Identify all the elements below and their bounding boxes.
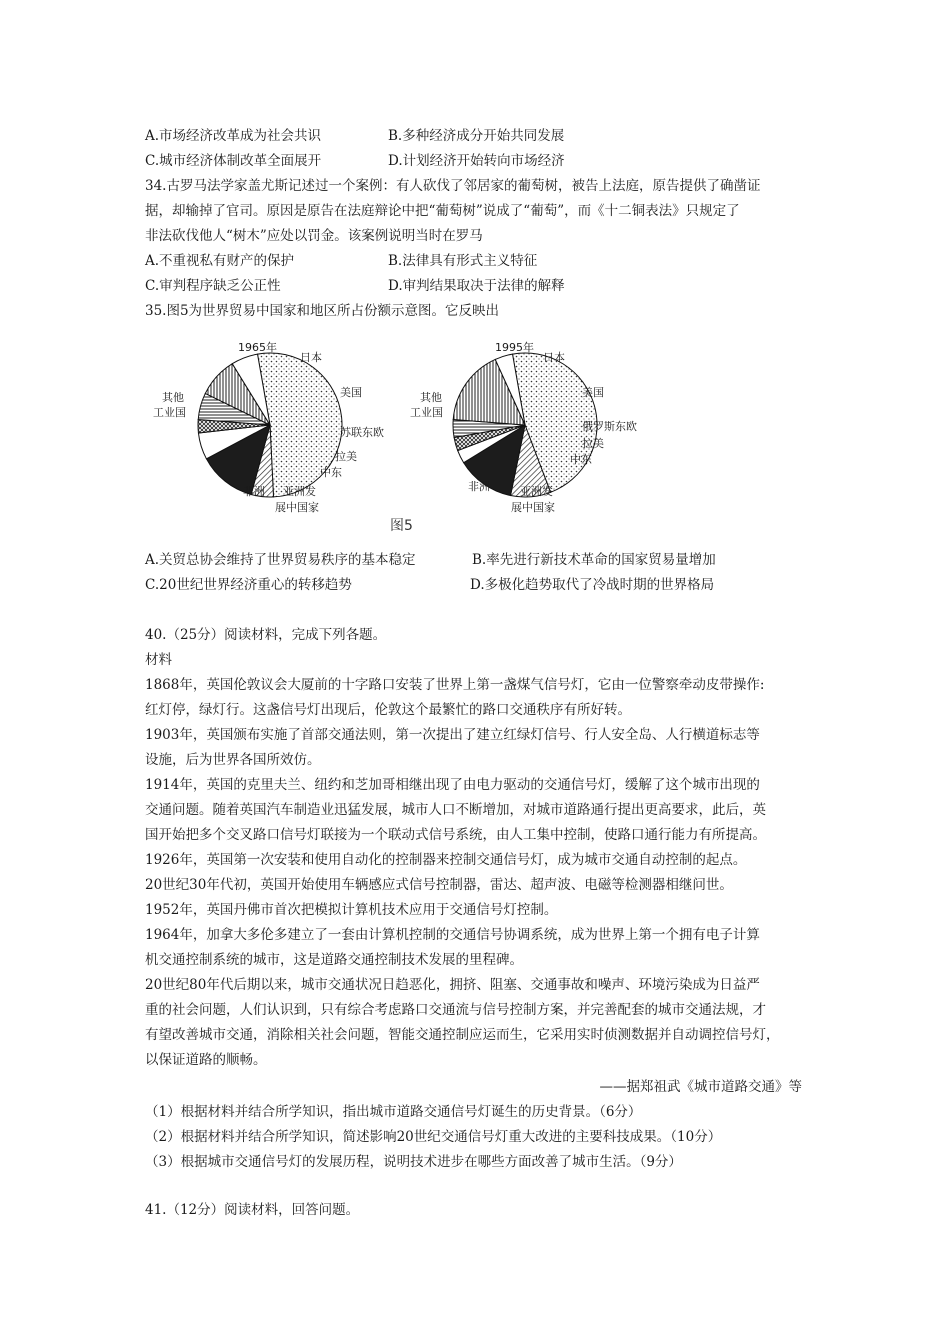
q33-option-b: B.多种经济成分开始共同发展 xyxy=(388,128,565,144)
pie-1965-label-mideast: 中东 xyxy=(320,466,342,479)
q34-option-b: B.法律具有形式主义特征 xyxy=(388,253,538,269)
q40-material-line: 设施，后为世界各国所效仿。 xyxy=(145,752,321,768)
q40-material-line: 机交通控制系统的城市，这是道路交通控制技术发展的里程碑。 xyxy=(145,952,523,968)
q40-material-line: 交通问题。随着英国汽车制造业迅猛发展，城市人口不断增加，对城市道路通行提出更高要求，此后，英 xyxy=(145,802,766,818)
figure-caption: 图5 xyxy=(390,518,413,534)
pie-1965-label-usa: 美国 xyxy=(340,386,362,399)
pie-1965-label-ussr: 苏联东欧 xyxy=(340,426,384,439)
pie-1995-slices xyxy=(453,353,597,497)
q34-option-c: C.审判程序缺乏公正性 xyxy=(145,278,281,294)
q40-material-label: 材料 xyxy=(145,652,172,668)
q40-material-line: 以保证道路的顺畅。 xyxy=(145,1052,267,1068)
pie-1965 xyxy=(153,340,384,514)
q40-material-line: 1868年，英国伦敦议会大厦前的十字路口安装了世界上第一盏煤气信号灯，它由一位警察牵动皮带操作: xyxy=(145,677,765,693)
pie-1965-label-japan: 日本 xyxy=(300,351,322,364)
q34-option-d: D.审判结果取决于法律的解释 xyxy=(388,278,565,294)
q33-option-a: A.市场经济改革成为社会共识 xyxy=(145,128,322,144)
pie-1995-label-ussr: 俄罗斯东欧 xyxy=(582,420,637,433)
q40-material-line: 重的社会问题，人们认识到，只有综合考虑路口交通流与信号控制方案，并完善配套的城市交通法规，才 xyxy=(145,1002,766,1018)
pie-1965-label-asia-2: 展中国家 xyxy=(275,501,319,514)
pie-1995-label-mideast: 中东 xyxy=(570,453,592,466)
q40-material-line: 1952年，英国丹佛市首次把模拟计算机技术应用于交通信号灯控制。 xyxy=(145,902,558,918)
pie-1995-title: 1995年 xyxy=(495,341,534,354)
pie-1995-label-other-1: 其他 xyxy=(420,391,442,404)
pie-1995-label-asia-2: 展中国家 xyxy=(511,501,555,514)
pie-1995-label-japan: 日本 xyxy=(543,351,565,364)
q40-material-line: 有望改善城市交通，消除相关社会问题，智能交通控制应运而生，它采用实时侦测数据并自动调控信号灯， xyxy=(145,1027,780,1043)
pie-1995 xyxy=(410,340,637,514)
pie-1965-label-latam: 拉美 xyxy=(335,450,357,463)
q34-stem-line-1: 34.古罗马法学家盖尤斯记述过一个案例：有人砍伐了邻居家的葡萄树，被告上法庭，原告提供了确凿证 xyxy=(145,178,761,194)
pie-1965-label-other-2: 工业国 xyxy=(153,406,186,419)
q40-source: ——据郑祖武《城市道路交通》等 xyxy=(599,1079,802,1095)
q40-material-line: 1903年，英国颁布实施了首部交通法则，第一次提出了建立红绿灯信号、行人安全岛、人行横道标志等 xyxy=(145,727,760,743)
q34-option-a: A.不重视私有财产的保护 xyxy=(145,253,295,269)
pie-1995-label-latam: 拉美 xyxy=(582,437,604,450)
q35-stem: 35.图5为世界贸易中国家和地区所占份额示意图。它反映出 xyxy=(145,303,500,319)
q33-option-d: D.计划经济开始转向市场经济 xyxy=(388,153,565,169)
figure-5-svg xyxy=(150,330,637,534)
q41-heading: 41.（12分）阅读材料，回答问题。 xyxy=(145,1202,360,1218)
q40-material-line: 20世纪80年代后期以来，城市交通状况日趋恶化，拥挤、阻塞、交通事故和噪声、环境污染成为日益严 xyxy=(145,977,760,993)
q33-option-c: C.城市经济体制改革全面展开 xyxy=(145,153,322,169)
q40-material-line: 20世纪30年代初，英国开始使用车辆感应式信号控制器，雷达、超声波、电磁等检测器相继问世。 xyxy=(145,877,733,893)
q40-material-line: 国开始把多个交叉路口信号灯联接为一个联动式信号系统，由人工集中控制，使路口通行能力有所提高。 xyxy=(145,827,766,843)
q40-material-line: 1914年，英国的克里夫兰、纽约和芝加哥相继出现了由电力驱动的交通信号灯，缓解了这个城市出现的 xyxy=(145,777,760,793)
q35-option-a: A.关贸总协会维持了世界贸易秩序的基本稳定 xyxy=(145,552,416,568)
q40-question-2: （2）根据材料并结合所学知识，简述影响20世纪交通信号灯重大改进的主要科技成果。（10分） xyxy=(145,1129,722,1145)
pie-1995-label-other-2: 工业国 xyxy=(410,406,443,419)
pie-1995-label-usa: 美国 xyxy=(582,386,604,399)
pie-1965-title: 1965年 xyxy=(238,341,277,354)
figure-5 xyxy=(150,330,637,534)
q40-question-3: （3）根据城市交通信号灯的发展历程，说明技术进步在哪些方面改善了城市生活。（9分） xyxy=(145,1154,682,1170)
q40-material-line: 1926年，英国第一次安装和使用自动化的控制器来控制交通信号灯，成为城市交通自动控制的起点。 xyxy=(145,852,747,868)
q35-option-c: C.20世纪世界经济重心的转移趋势 xyxy=(145,577,352,593)
pie-1965-label-africa: 非洲 xyxy=(243,485,265,498)
pie-1965-label-asia-1: 亚洲发 xyxy=(283,485,316,498)
q35-option-d: D.多极化趋势取代了冷战时期的世界格局 xyxy=(470,577,715,593)
q34-stem-line-3: 非法砍伐他人“树木”应处以罚金。该案例说明当时在罗马 xyxy=(145,228,483,244)
q40-question-1: （1）根据材料并结合所学知识，指出城市道路交通信号灯诞生的历史背景。（6分） xyxy=(145,1104,642,1120)
pie-1995-label-africa: 非洲 xyxy=(468,480,490,493)
q35-option-b: B.率先进行新技术革命的国家贸易量增加 xyxy=(472,552,716,568)
pie-1995-label-asia-1: 亚洲发 xyxy=(520,485,553,498)
q40-material-line: 红灯停，绿灯行。这盏信号灯出现后，伦敦这个最繁忙的路口交通秩序有所好转。 xyxy=(145,702,631,718)
q40-heading: 40.（25分）阅读材料，完成下列各题。 xyxy=(145,627,387,643)
q40-material-line: 1964年，加拿大多伦多建立了一套由计算机控制的交通信号协调系统，成为世界上第一个拥有电子计算 xyxy=(145,927,760,943)
pie-1965-label-other-1: 其他 xyxy=(162,391,184,404)
q34-stem-line-2: 据，却输掉了官司。原因是原告在法庭辩论中把“葡萄树”说成了“葡萄”，而《十二铜表法》只规定了 xyxy=(145,203,740,219)
